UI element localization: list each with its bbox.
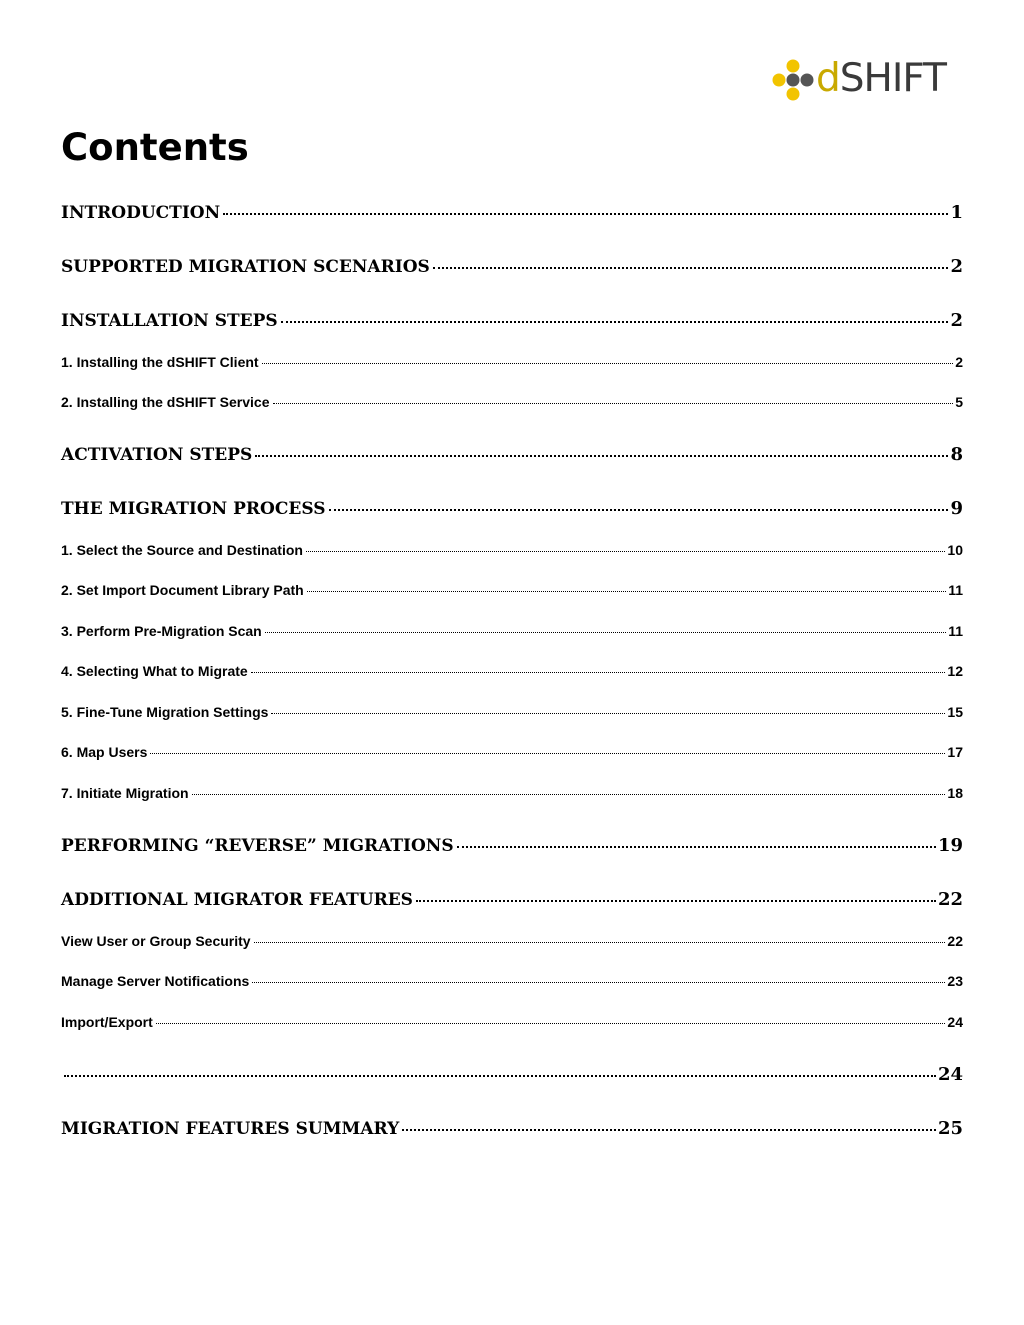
toc-page-number: 22 — [947, 933, 963, 949]
toc-entry-label: View User or Group Security — [61, 933, 251, 949]
toc-entry-label: 1. Installing the dSHIFT Client — [61, 354, 259, 370]
toc-entry-installation-steps[interactable] — [61, 310, 963, 332]
toc-leader-dots — [416, 900, 936, 902]
toc-page-number: 15 — [947, 704, 963, 720]
toc-leader-dots — [262, 363, 954, 364]
toc-leader-dots — [192, 794, 946, 795]
toc-page-number: 25 — [937, 1118, 963, 1139]
toc-entry-features-summary[interactable] — [61, 1118, 963, 1140]
toc-entry-untitled[interactable] — [61, 1064, 963, 1086]
toc-entry-label: 1. Select the Source and Destination — [61, 542, 303, 558]
toc-leader-dots — [252, 982, 945, 983]
toc-leader-dots — [402, 1129, 936, 1131]
toc-entry-label: 5. Fine-Tune Migration Settings — [61, 704, 269, 720]
toc-entry-supported-migration-scenarios[interactable] — [61, 256, 963, 278]
toc-entry-import-export[interactable] — [61, 1013, 963, 1031]
toc-leader-dots — [156, 1023, 946, 1024]
toc-entry-label: ACTIVATION STEPS — [61, 445, 253, 465]
toc-page-number: 2 — [950, 310, 963, 331]
toc-entry-label: SUPPORTED MIGRATION SCENARIOS — [61, 257, 430, 277]
toc-entry-map-users[interactable] — [61, 743, 963, 761]
toc-leader-dots — [265, 632, 946, 633]
toc-entry-selecting-what-to-migrate[interactable] — [61, 662, 963, 680]
toc-entry-label: Import/Export — [61, 1014, 153, 1030]
toc-entry-installing-service[interactable] — [61, 393, 963, 411]
toc-leader-dots — [433, 267, 949, 269]
wordmark-prefix: d — [816, 56, 840, 101]
toc-page-number: 17 — [947, 744, 963, 760]
toc-leader-dots — [251, 672, 946, 673]
toc-leader-dots — [223, 213, 948, 215]
toc-leader-dots — [306, 551, 945, 552]
toc-page-number: 18 — [947, 785, 963, 801]
toc-entry-label: 4. Selecting What to Migrate — [61, 663, 248, 679]
toc-leader-dots — [255, 455, 948, 457]
toc-page-number: 11 — [948, 582, 963, 598]
toc-entry-label: Manage Server Notifications — [61, 973, 250, 989]
toc-entry-installing-client[interactable] — [61, 353, 963, 371]
toc-entry-set-import-library-path[interactable] — [61, 581, 963, 599]
toc-entry-migration-process[interactable] — [61, 498, 963, 520]
toc-leader-dots — [329, 509, 949, 511]
toc-leader-dots — [271, 713, 945, 714]
toc-page-number: 12 — [947, 663, 963, 679]
toc-entry-activation-steps[interactable] — [61, 444, 963, 466]
toc-entry-label: MIGRATION FEATURES SUMMARY — [61, 1119, 400, 1139]
toc-leader-dots — [254, 942, 946, 943]
toc-leader-dots — [281, 321, 949, 323]
toc-entry-label: INTRODUCTION — [61, 203, 221, 223]
toc-entry-label: 2. Installing the dSHIFT Service — [61, 394, 270, 410]
page-title: Contents — [61, 126, 249, 169]
toc-page-number: 1 — [950, 202, 963, 223]
toc-entry-label: INSTALLATION STEPS — [61, 311, 278, 331]
toc-entry-introduction[interactable] — [61, 202, 963, 224]
toc-entry-additional-features[interactable] — [61, 889, 963, 911]
toc-leader-dots — [273, 403, 954, 404]
toc-leader-dots — [150, 753, 945, 754]
toc-entry-initiate-migration[interactable] — [61, 784, 963, 802]
toc-entry-label: ADDITIONAL MIGRATOR FEATURES — [61, 890, 413, 910]
toc-entry-label: 2. Set Import Document Library Path — [61, 582, 304, 598]
toc-entry-label: 7. Initiate Migration — [61, 785, 189, 801]
toc-page-number: 2 — [950, 256, 963, 277]
toc-entry-view-user-group-security[interactable] — [61, 932, 963, 950]
toc-page-number: 22 — [937, 889, 963, 910]
toc-page-number: 24 — [937, 1064, 963, 1085]
toc-entry-label: THE MIGRATION PROCESS — [61, 499, 326, 519]
toc-entry-select-source-destination[interactable] — [61, 541, 963, 559]
toc-page-number: 19 — [937, 835, 963, 856]
toc-page-number: 2 — [955, 354, 963, 370]
toc-entry-manage-server-notifications[interactable] — [61, 972, 963, 990]
toc-leader-dots — [457, 846, 936, 848]
toc-entry-label: 6. Map Users — [61, 744, 148, 760]
toc-page-number: 10 — [947, 542, 963, 558]
toc-page-number: 24 — [947, 1014, 963, 1030]
toc-entry-pre-migration-scan[interactable] — [61, 622, 963, 640]
toc-entry-label: 3. Perform Pre-Migration Scan — [61, 623, 262, 639]
toc-page-number: 11 — [948, 623, 963, 639]
wordmark-rest: SHIFT — [839, 56, 946, 101]
toc-page-number: 9 — [950, 498, 963, 519]
toc-leader-dots — [307, 591, 946, 592]
toc-leader-dots — [64, 1075, 936, 1077]
toc-entry-label: PERFORMING “REVERSE” MIGRATIONS — [61, 836, 454, 856]
toc-page-number: 23 — [947, 973, 963, 989]
toc-page-number: 8 — [950, 444, 963, 465]
toc-entry-fine-tune-settings[interactable] — [61, 703, 963, 721]
toc-page-number: 5 — [955, 394, 963, 410]
toc-entry-reverse-migrations[interactable] — [61, 835, 963, 857]
